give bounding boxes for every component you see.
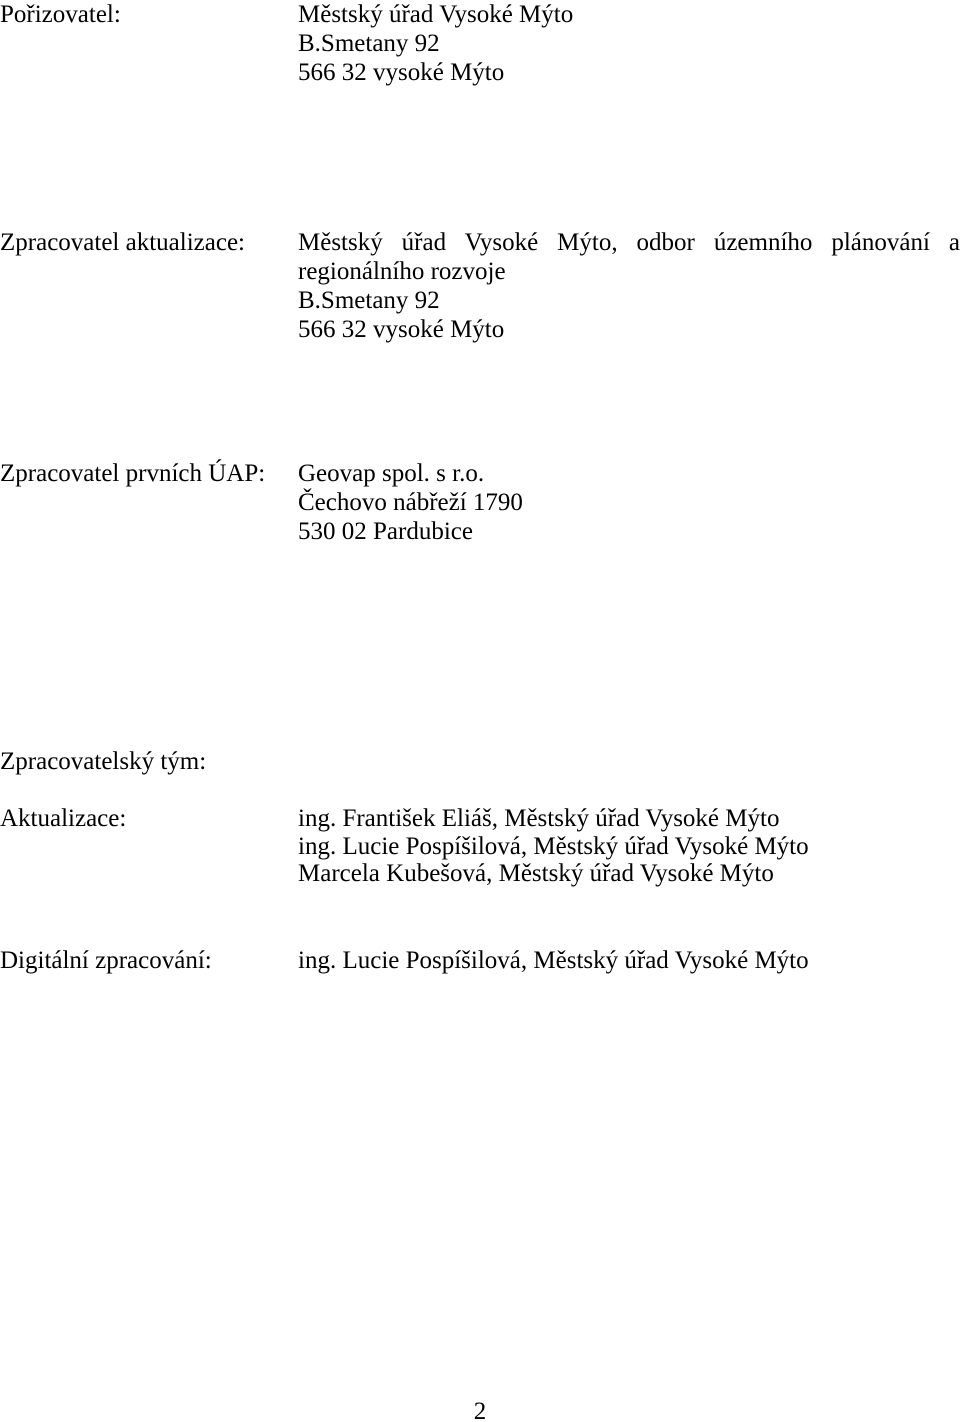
- team-update-label: Aktualizace:: [0, 805, 127, 832]
- team-heading-block: [0, 747, 960, 776]
- address-line: Městský úřad Vysoké Mýto, odbor územního plánování a: [298, 229, 960, 256]
- address-line: Čechovo nábřeží 1790: [298, 489, 523, 516]
- address-line: B.Smetany 92: [298, 287, 440, 314]
- team-member: Marcela Kubešová, Městský úřad Vysoké Mýto: [298, 860, 774, 887]
- team-digital: [0, 946, 960, 975]
- section-zpracovatel-prvnich-uap: [0, 459, 960, 546]
- address-line: B.Smetany 92: [298, 30, 440, 57]
- section-label: Zpracovatel aktualizace:: [0, 229, 245, 256]
- team-digital-members: [298, 946, 960, 975]
- team-digital-label: Digitální zpracování:: [0, 947, 212, 974]
- section-value: [298, 228, 960, 344]
- team-update-members: [298, 805, 960, 888]
- section-porizovatel: [0, 0, 960, 87]
- address-line: 566 32 vysoké Mýto: [298, 59, 505, 86]
- section-value: [298, 0, 960, 87]
- address-line: 530 02 Pardubice: [298, 518, 473, 545]
- section-label: Pořizovatel:: [0, 1, 121, 28]
- team-update: [0, 805, 960, 888]
- team-member: ing. Lucie Pospíšilová, Městský úřad Vysoké Mýto: [298, 832, 809, 860]
- address-line: Geovap spol. s r.o.: [298, 460, 485, 487]
- team-member: ing. František Eliáš, Městský úřad Vysoké Mýto: [298, 805, 780, 832]
- page-number: 2: [473, 1398, 487, 1422]
- address-line: regionálního rozvoje: [298, 258, 506, 285]
- section-value: [298, 459, 960, 546]
- team-member: ing. Lucie Pospíšilová, Městský úřad Vysoké Mýto: [298, 947, 809, 974]
- team-heading: Zpracovatelský tým:: [0, 748, 207, 775]
- address-line: 566 32 vysoké Mýto: [298, 316, 505, 343]
- section-label: Zpracovatel prvních ÚAP:: [0, 460, 266, 487]
- section-zpracovatel-aktualizace: [0, 228, 960, 344]
- address-line: Městský úřad Vysoké Mýto: [298, 1, 574, 28]
